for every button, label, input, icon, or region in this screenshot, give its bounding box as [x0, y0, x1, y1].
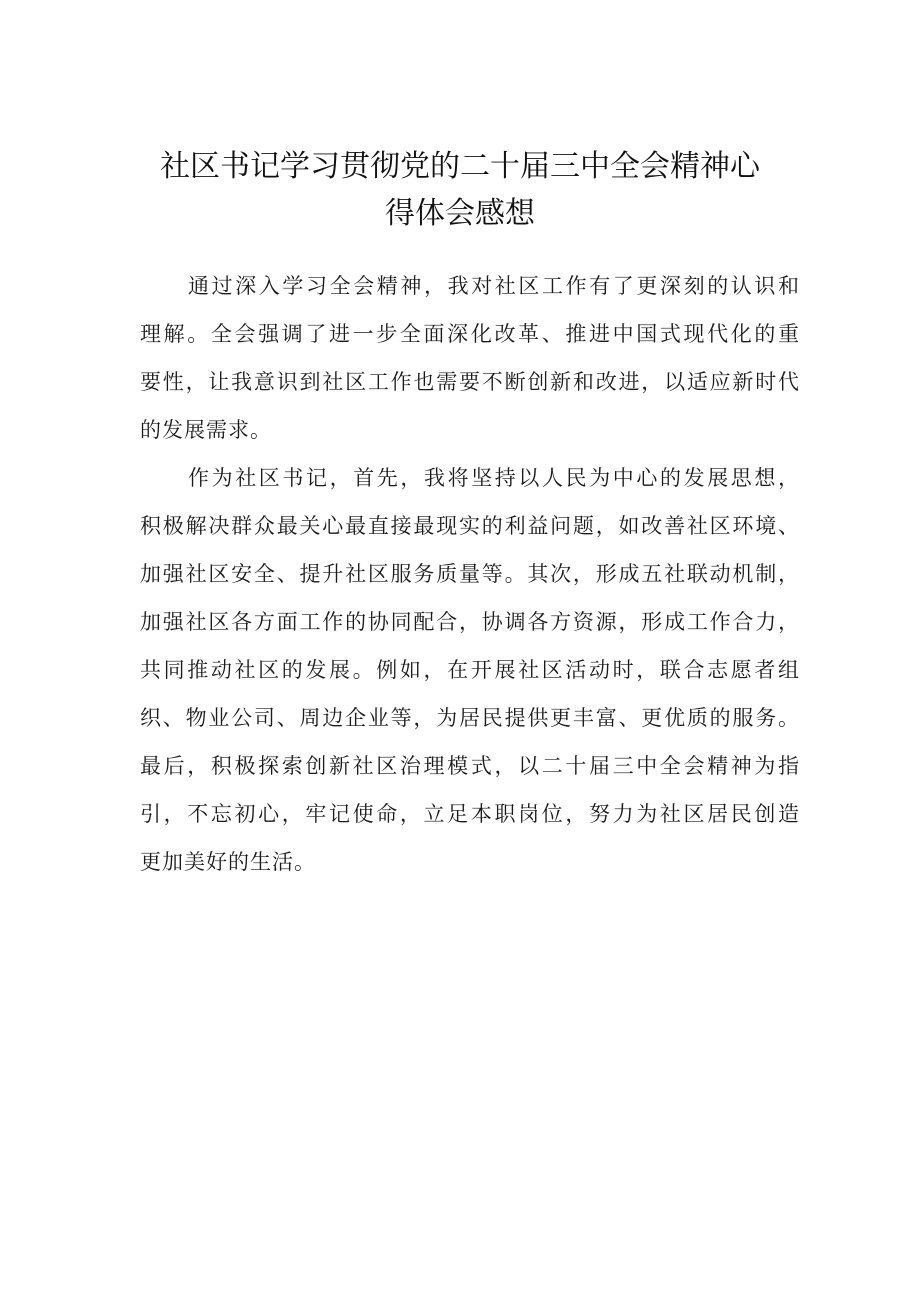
paragraph-line: 共同推动社区的发展。例如，在开展社区活动时，联合志愿者组 — [140, 658, 800, 682]
paragraph-line: 作为社区书记，首先，我将坚持以人民为中心的发展思想， — [188, 466, 800, 490]
paragraph-line: 加强社区安全、提升社区服务质量等。其次，形成五社联动机制， — [140, 562, 800, 586]
paragraph-line: 的发展需求。 — [140, 418, 272, 442]
paragraph-2 — [140, 454, 800, 886]
paragraph-line: 织、物业公司、周边企业等，为居民提供更丰富、更优质的服务。 — [140, 706, 800, 730]
document-title-line-1: 社区书记学习贯彻党的二十届三中全会精神心 — [160, 149, 760, 184]
paragraph-line: 要性，让我意识到社区工作也需要不断创新和改进，以适应新时代 — [140, 370, 800, 394]
paragraph-1 — [140, 262, 800, 454]
paragraph-line: 最后，积极探索创新社区治理模式，以二十届三中全会精神为指 — [140, 754, 800, 778]
paragraph-line: 通过深入学习全会精神，我对社区工作有了更深刻的认识和 — [188, 274, 800, 298]
paragraph-line: 积极解决群众最关心最直接最现实的利益问题，如改善社区环境、 — [140, 514, 800, 538]
document-title-line-2: 得体会感想 — [385, 196, 535, 231]
paragraph-line: 更加美好的生活。 — [140, 850, 316, 874]
paragraph-line: 引，不忘初心，牢记使命，立足本职岗位，努力为社区居民创造 — [140, 802, 800, 826]
paragraph-line: 加强社区各方面工作的协同配合，协调各方资源，形成工作合力， — [140, 610, 800, 634]
paragraph-line: 理解。全会强调了进一步全面深化改革、推进中国式现代化的重 — [140, 322, 800, 346]
